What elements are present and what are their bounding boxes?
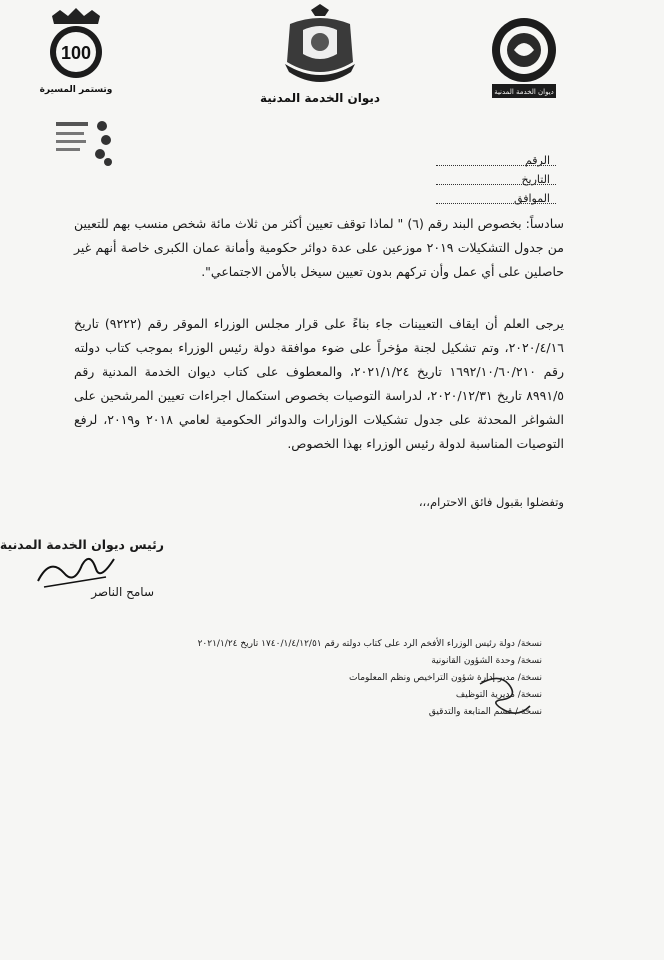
center-logo-caption: ديوان الخدمة المدنية [259, 91, 381, 105]
centennial-logo [36, 6, 116, 102]
civil-service-bureau-logo [484, 12, 564, 102]
paragraph-clarification: يرجى العلم أن ايقاف التعيينات جاء بناءً على قرار مجلس الوزراء الموقر رقم (٩٢٢٢) تاريخ ٢٠٢٠/٤/١٦، وتم تشكيل لجنة مؤخراً على ضوء موافقة دولة رئيس الوزراء بموجب كتاب دولته رقم ١٦٩٢/١٠/٦٠/٢١٠ تاريخ ٢٠٢١/١/٢٤، والمعطوف على كتاب ديوان الخدمة المدنية رقم ٨٩٩١/٥ تاريخ ٢٠٢٠/١٢/٣١، لدراسة التوصيات بخصوص استكمال اجراءات تعيين المرشحين على الشواغر المحدثة على جدول تشكيلات الوزارات والدوائر الحكومية لعامي ٢٠١٨ و٢٠١٩، لرفع التوصيات المناسبة لدولة رئيس الوزراء بهذا الخصوص. [74, 316, 564, 451]
copy-item: نسخة/ مدير إدارة شؤون التراخيص ونظم المعلومات [348, 673, 542, 683]
date-field: التاريخ [521, 173, 550, 186]
number-dotted-line [436, 165, 556, 166]
reference-fields [430, 151, 550, 208]
closing-salutation: وتفضلوا بقبول فائق الاحترام،،، [418, 495, 564, 509]
award-badge-icon [50, 112, 120, 174]
signatory-title: رئيس ديوان الخدمة المدنية [0, 537, 164, 552]
number-field: الرقم [524, 154, 550, 167]
centennial-caption: وتستمر المسيرة [39, 85, 113, 95]
right-logo-caption: ديوان الخدمة المدنية [494, 88, 554, 96]
corresponding-date-field: الموافق [514, 192, 550, 205]
copy-item: نسخة/ دولة رئيس الوزراء الأفخم الرد على كتاب دولته رقم ١٧٤٠/١/٤/١٢/٥١ تاريخ ٢٠٢١/١/٢٤ [197, 639, 542, 649]
paragraph-item-six: سادساً: بخصوص البند رقم (٦) " لماذا توقف تعيين أكثر من ثلاث مائة شخص منسب بهم للتعيين من جدول التشكيلات ٢٠١٩ موزعين على عدة دوائر حكومية وأمانة عمان الكبرى خاصة أنهم غير حاصلين على أي عمل وأن تركهم بدون تعيين سيخل بالأمن الاجتماعي". [74, 216, 564, 279]
date-dotted-line [436, 184, 556, 185]
copy-item: نسخة/ مديرية التوظيف [455, 690, 542, 700]
coat-of-arms-emblem [245, 2, 395, 112]
centennial-number: 100 [60, 43, 92, 63]
corresponding-dotted-line [436, 203, 556, 204]
signatory-name: سامح الناصر [91, 585, 154, 599]
copy-item: نسخة / قسم المتابعة والتدقيق [428, 707, 542, 717]
copy-item: نسخة/ وحدة الشؤون القانونية [431, 656, 542, 666]
initials-scribble [470, 670, 540, 720]
